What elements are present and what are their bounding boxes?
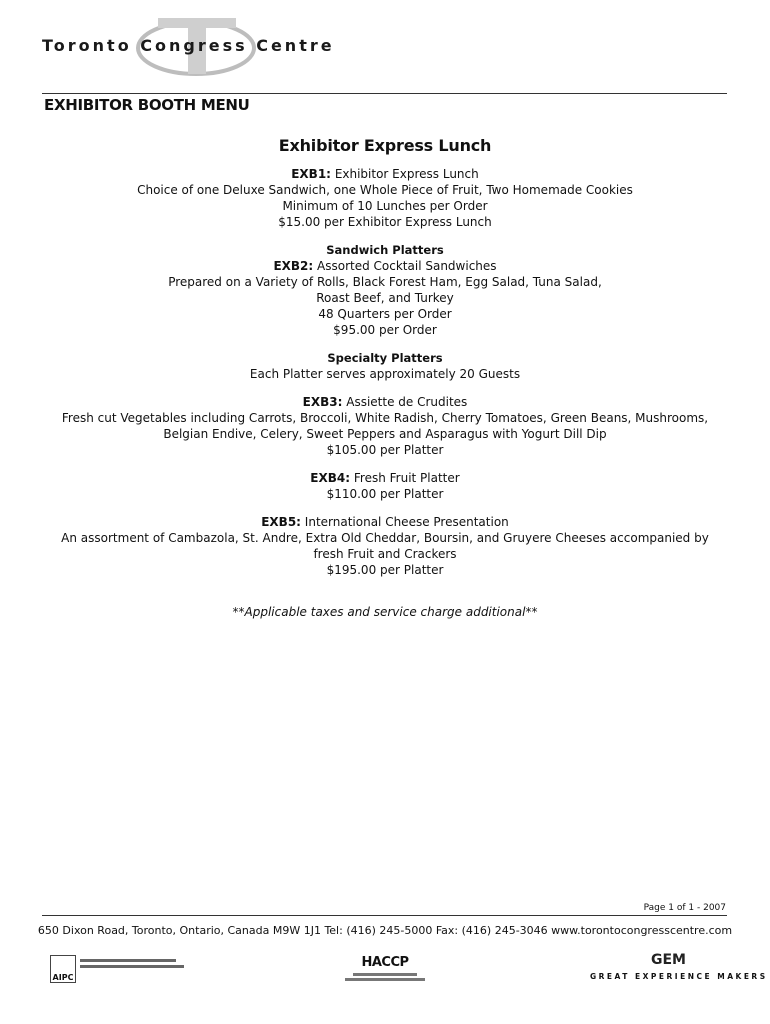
item-code: EXB3: bbox=[302, 395, 343, 409]
item-code: EXB1: bbox=[291, 167, 331, 181]
aipc-award-logo bbox=[50, 955, 190, 983]
aipc-award-text-icon bbox=[80, 959, 184, 971]
item-price: $95.00 per Order bbox=[333, 323, 437, 337]
toronto-congress-centre-logo bbox=[40, 14, 340, 84]
haccp-logo bbox=[335, 955, 435, 981]
item-price: $105.00 per Platter bbox=[326, 443, 444, 457]
section-title: Exhibitor Express Lunch bbox=[278, 136, 492, 155]
sandwich-platters-heading: Sandwich Platters bbox=[326, 243, 444, 257]
haccp-subtext-icon bbox=[345, 978, 425, 981]
item-code: EXB4: bbox=[310, 471, 351, 485]
item-description: Belgian Endive, Celery, Sweet Peppers and Asparagus with Yogurt Dill Dip bbox=[163, 427, 607, 441]
item-price: $195.00 per Platter bbox=[326, 563, 444, 577]
item-price: $15.00 per Exhibitor Express Lunch bbox=[278, 215, 492, 229]
footer-divider bbox=[42, 915, 727, 916]
menu-item-exb3 bbox=[40, 394, 730, 458]
gem-tagline: GREAT EXPERIENCE MAKERS bbox=[590, 972, 768, 981]
item-description: Prepared on a Variety of Rolls, Black Forest Ham, Egg Salad, Tuna Salad, bbox=[168, 275, 602, 289]
specialty-note: Each Platter serves approximately 20 Guests bbox=[249, 367, 521, 381]
item-note: Minimum of 10 Lunches per Order bbox=[282, 199, 488, 213]
menu-item-exb4 bbox=[40, 470, 730, 502]
item-description: Roast Beef, and Turkey bbox=[316, 291, 454, 305]
item-code: EXB5: bbox=[261, 515, 301, 529]
logo-text: Toronto Congress Centre bbox=[42, 36, 335, 55]
header-divider bbox=[42, 93, 727, 94]
item-name: International Cheese Presentation bbox=[304, 515, 509, 529]
item-description: Fresh cut Vegetables including Carrots, Broccoli, White Radish, Cherry Tomatoes, Green Beans, Mushrooms, bbox=[61, 411, 709, 425]
item-description: An assortment of Cambazola, St. Andre, Extra Old Cheddar, Boursin, and Gruyere Cheeses accompanied by bbox=[61, 531, 709, 545]
page-title: EXHIBITOR BOOTH MENU bbox=[44, 96, 250, 114]
gem-logo-text: GEM bbox=[651, 952, 686, 968]
menu-item-exb5 bbox=[40, 514, 730, 578]
menu-item-exb2 bbox=[40, 242, 730, 338]
item-price: $110.00 per Platter bbox=[326, 487, 444, 501]
specialty-platters-header bbox=[40, 350, 730, 382]
item-name: Assorted Cocktail Sandwiches bbox=[317, 259, 497, 273]
item-name: Fresh Fruit Platter bbox=[353, 471, 460, 485]
menu-item-exb1 bbox=[40, 166, 730, 230]
specialty-platters-heading: Specialty Platters bbox=[327, 351, 443, 365]
aipc-badge-icon: AIPC bbox=[50, 955, 76, 983]
footer-address: 650 Dixon Road, Toronto, Ontario, Canada M9W 1J1 Tel: (416) 245-5000 Fax: (416) 245-3046 www.torontocongresscentre.com bbox=[37, 924, 733, 937]
item-name: Exhibitor Express Lunch bbox=[334, 167, 479, 181]
item-code: EXB2: bbox=[273, 259, 314, 273]
gem-logo bbox=[590, 952, 768, 981]
tax-note: **Applicable taxes and service charge additional** bbox=[232, 605, 538, 619]
haccp-logo-text: HACCP bbox=[361, 955, 409, 970]
item-name: Assiette de Crudites bbox=[346, 395, 468, 409]
page-number: Page 1 of 1 - 2007 bbox=[643, 903, 726, 913]
item-description: fresh Fruit and Crackers bbox=[313, 547, 457, 561]
menu-content bbox=[40, 138, 730, 620]
item-description: Choice of one Deluxe Sandwich, one Whole Piece of Fruit, Two Homemade Cookies bbox=[137, 183, 633, 197]
haccp-subtext-icon bbox=[353, 973, 417, 976]
item-note: 48 Quarters per Order bbox=[318, 307, 452, 321]
